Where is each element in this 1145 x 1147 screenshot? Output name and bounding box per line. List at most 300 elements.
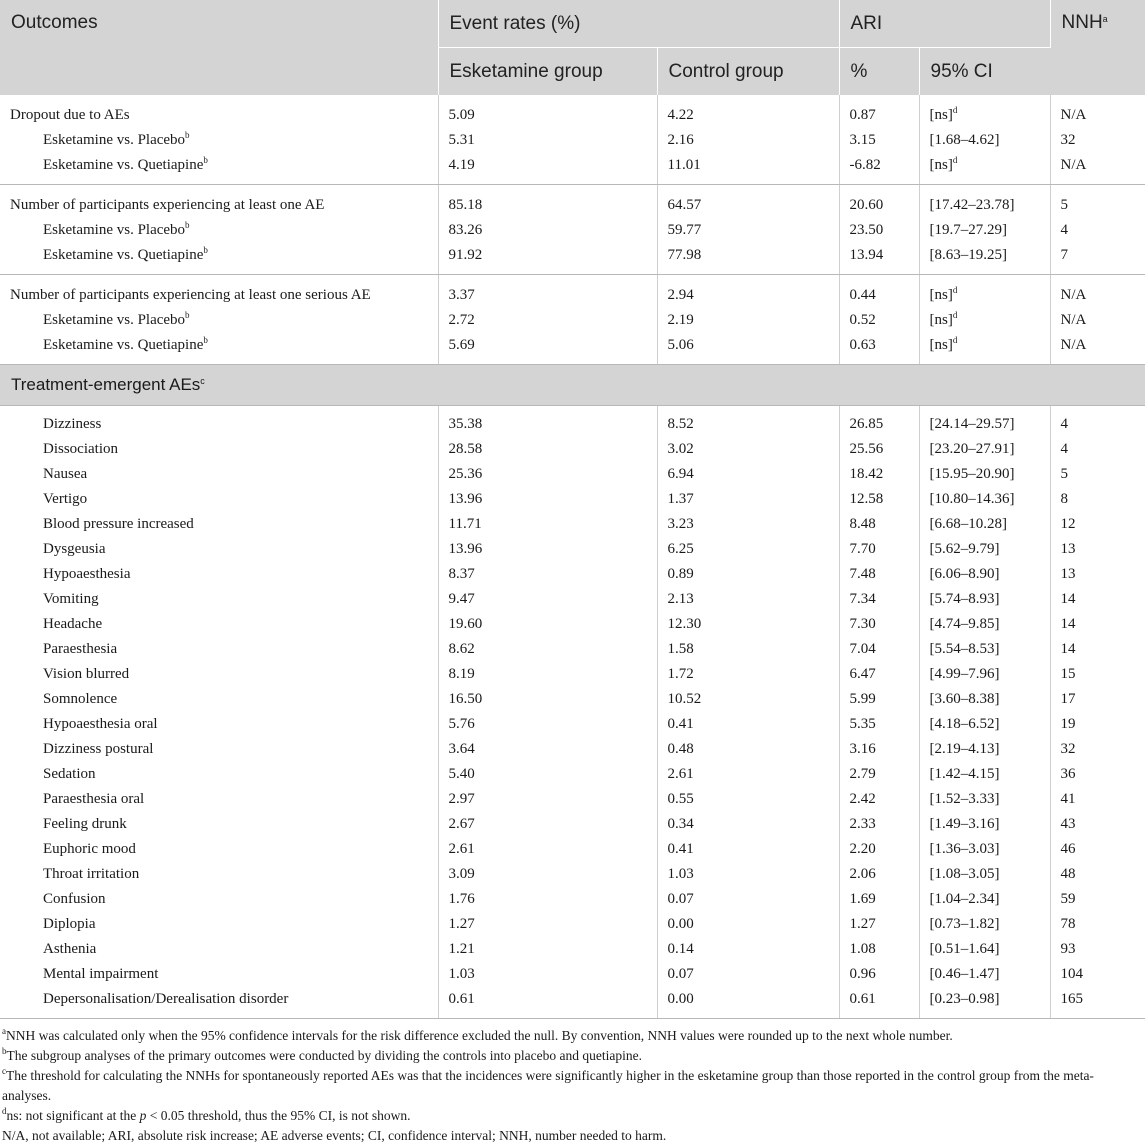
nnh-value-value: 46 xyxy=(1060,841,1076,857)
header-event-rates: Event rates (%) xyxy=(438,0,839,48)
header-nnh xyxy=(1050,0,1145,95)
nnh-value-value: 36 xyxy=(1060,766,1076,782)
nnh-value-value: 43 xyxy=(1060,816,1076,832)
control-rate xyxy=(657,487,839,512)
nnh-value xyxy=(1050,406,1145,438)
nnh-value xyxy=(1050,462,1145,487)
ari-percent xyxy=(839,562,919,587)
footnote-d-post: < 0.05 threshold, thus the 95% CI, is not shown. xyxy=(146,1108,411,1123)
ci-range-value: [1.36–3.03] xyxy=(929,841,1000,857)
table-row xyxy=(0,437,1145,462)
nnh-value xyxy=(1050,712,1145,737)
ci-range-value: [1.04–2.34] xyxy=(929,891,1000,907)
control-rate xyxy=(657,406,839,438)
outcome-label xyxy=(0,437,438,462)
nnh-value-value: 4 xyxy=(1060,441,1068,457)
ari-percent-value: 1.27 xyxy=(849,916,876,932)
control-rate xyxy=(657,962,839,987)
ci-range xyxy=(919,437,1050,462)
outcome-label xyxy=(0,812,438,837)
ci-range-value: [6.68–10.28] xyxy=(929,516,1007,532)
control-rate xyxy=(657,712,839,737)
outcome-label-value: Feeling drunk xyxy=(43,816,127,832)
esketamine-rate-value: 5.40 xyxy=(448,766,475,782)
control-rate-value: 2.94 xyxy=(667,287,694,303)
footnote-a xyxy=(2,1026,1137,1046)
table-row xyxy=(0,512,1145,537)
outcome-label xyxy=(0,937,438,962)
ari-percent xyxy=(839,537,919,562)
control-rate xyxy=(657,462,839,487)
footnote-d-p: p xyxy=(139,1108,147,1123)
nnh-value-value: 14 xyxy=(1060,591,1076,607)
nnh-value-value: 14 xyxy=(1060,641,1076,657)
esketamine-rate-value: 35.38 xyxy=(448,416,483,432)
outcome-label xyxy=(0,962,438,987)
header-esketamine-group: Esketamine group xyxy=(438,48,657,96)
ci-range-value: [24.14–29.57] xyxy=(929,416,1015,432)
outcome-label xyxy=(0,637,438,662)
ari-percent-value: 1.69 xyxy=(849,891,876,907)
table-row xyxy=(0,537,1145,562)
section-label-sup: c xyxy=(200,376,205,386)
ci-range xyxy=(919,812,1050,837)
ari-percent-value: 7.34 xyxy=(849,591,876,607)
ari-percent xyxy=(839,437,919,462)
esketamine-rate xyxy=(438,637,657,662)
table-row xyxy=(0,275,1145,309)
outcome-label-value: Dysgeusia xyxy=(43,541,106,557)
nnh-value-value: 41 xyxy=(1060,791,1076,807)
esketamine-rate xyxy=(438,487,657,512)
ari-percent-value: -6.82 xyxy=(849,157,881,173)
ari-percent-value: 0.61 xyxy=(849,991,876,1007)
control-rate-value: 2.16 xyxy=(667,132,694,148)
control-rate xyxy=(657,862,839,887)
nnh-value xyxy=(1050,153,1145,185)
ari-percent-value: 2.33 xyxy=(849,816,876,832)
table-row xyxy=(0,95,1145,128)
nnh-value-value: 8 xyxy=(1060,491,1068,507)
esketamine-rate-value: 19.60 xyxy=(448,616,483,632)
header-nnh-sup: a xyxy=(1102,14,1108,24)
table-row xyxy=(0,662,1145,687)
ci-range xyxy=(919,333,1050,365)
nnh-value-value: N/A xyxy=(1060,312,1087,328)
outcome-label-sup: b xyxy=(203,155,208,165)
table-row xyxy=(0,712,1145,737)
control-rate xyxy=(657,912,839,937)
ari-percent-value: 0.63 xyxy=(849,337,876,353)
esketamine-rate-value: 1.21 xyxy=(448,941,475,957)
table-row xyxy=(0,128,1145,153)
esketamine-rate-value: 5.69 xyxy=(448,337,475,353)
nnh-value xyxy=(1050,937,1145,962)
control-rate-value: 64.57 xyxy=(667,197,702,213)
control-rate xyxy=(657,612,839,637)
table-row xyxy=(0,687,1145,712)
ci-range xyxy=(919,537,1050,562)
ari-percent-value: 8.48 xyxy=(849,516,876,532)
nnh-value-value: 4 xyxy=(1060,416,1068,432)
esketamine-rate xyxy=(438,333,657,365)
esketamine-rate xyxy=(438,962,657,987)
ci-range-value: [4.99–7.96] xyxy=(929,666,1000,682)
footnote-c xyxy=(2,1066,1137,1106)
ci-range xyxy=(919,185,1050,219)
esketamine-rate-value: 8.62 xyxy=(448,641,475,657)
ci-range xyxy=(919,737,1050,762)
nnh-value xyxy=(1050,487,1145,512)
nnh-value xyxy=(1050,662,1145,687)
esketamine-rate xyxy=(438,862,657,887)
ari-percent xyxy=(839,462,919,487)
ari-percent xyxy=(839,662,919,687)
control-rate-value: 3.02 xyxy=(667,441,694,457)
ari-percent xyxy=(839,862,919,887)
control-rate xyxy=(657,185,839,219)
ari-percent xyxy=(839,812,919,837)
ari-percent-value: 7.30 xyxy=(849,616,876,632)
esketamine-rate xyxy=(438,95,657,128)
ci-range xyxy=(919,587,1050,612)
ci-range-value: [23.20–27.91] xyxy=(929,441,1015,457)
ari-percent-value: 2.42 xyxy=(849,791,876,807)
control-rate-value: 0.55 xyxy=(667,791,694,807)
table-row xyxy=(0,962,1145,987)
table-row xyxy=(0,462,1145,487)
control-rate-value: 0.34 xyxy=(667,816,694,832)
ci-range-value: [1.08–3.05] xyxy=(929,866,1000,882)
section-header-treatment-emergent-aes xyxy=(0,365,1145,406)
footnote-a-mark: a xyxy=(2,1026,6,1036)
ci-range xyxy=(919,787,1050,812)
outcome-label xyxy=(0,762,438,787)
ci-sup: d xyxy=(952,155,958,165)
esketamine-rate-value: 2.61 xyxy=(448,841,475,857)
nnh-value xyxy=(1050,812,1145,837)
ci-range-value: [0.51–1.64] xyxy=(929,941,1000,957)
outcome-label-value: Somnolence xyxy=(43,691,118,707)
outcome-label xyxy=(0,95,438,128)
ci-sup: d xyxy=(952,310,958,320)
table-row xyxy=(0,887,1145,912)
control-rate xyxy=(657,218,839,243)
footnote-d-mark: d xyxy=(2,1106,7,1116)
control-rate-value: 77.98 xyxy=(667,247,702,263)
ari-percent-value: 18.42 xyxy=(849,466,884,482)
ari-percent-value: 12.58 xyxy=(849,491,884,507)
ari-percent-value: 1.08 xyxy=(849,941,876,957)
ci-sup: d xyxy=(952,335,958,345)
ci-range-value: [5.62–9.79] xyxy=(929,541,1000,557)
control-rate xyxy=(657,987,839,1019)
table-body xyxy=(0,95,1145,1019)
footnote-d-pre: ns: not significant at the xyxy=(6,1108,140,1123)
esketamine-rate-value: 8.37 xyxy=(448,566,475,582)
esketamine-rate-value: 2.72 xyxy=(448,312,475,328)
outcome-label-value: Sedation xyxy=(43,766,96,782)
nnh-value xyxy=(1050,562,1145,587)
control-rate xyxy=(657,762,839,787)
control-rate-value: 8.52 xyxy=(667,416,694,432)
esketamine-rate xyxy=(438,687,657,712)
esketamine-rate xyxy=(438,762,657,787)
outcome-label xyxy=(0,562,438,587)
esketamine-rate-value: 9.47 xyxy=(448,591,475,607)
table-row xyxy=(0,737,1145,762)
outcome-label-value: Confusion xyxy=(43,891,106,907)
outcome-label xyxy=(0,837,438,862)
control-rate xyxy=(657,275,839,309)
ari-percent xyxy=(839,937,919,962)
ci-range xyxy=(919,987,1050,1019)
header-nnh-label: NNH xyxy=(1061,12,1103,33)
ci-range xyxy=(919,243,1050,275)
control-rate xyxy=(657,787,839,812)
esketamine-rate-value: 83.26 xyxy=(448,222,483,238)
ci-range xyxy=(919,712,1050,737)
ci-range-value: [0.73–1.82] xyxy=(929,916,1000,932)
control-rate-value: 59.77 xyxy=(667,222,702,238)
ari-percent-value: 25.56 xyxy=(849,441,884,457)
outcome-label-value: Hypoaesthesia oral xyxy=(43,716,158,732)
ari-percent xyxy=(839,687,919,712)
ari-percent-value: 0.44 xyxy=(849,287,876,303)
ci-range xyxy=(919,218,1050,243)
control-rate xyxy=(657,512,839,537)
control-rate xyxy=(657,243,839,275)
outcome-label xyxy=(0,512,438,537)
outcome-label xyxy=(0,912,438,937)
outcome-label-value: Euphoric mood xyxy=(43,841,136,857)
nnh-value xyxy=(1050,887,1145,912)
ari-percent xyxy=(839,787,919,812)
ari-percent xyxy=(839,275,919,309)
outcome-label xyxy=(0,153,438,185)
esketamine-rate xyxy=(438,462,657,487)
esketamine-rate xyxy=(438,185,657,219)
ci-range xyxy=(919,612,1050,637)
ci-range-value: [0.46–1.47] xyxy=(929,966,1000,982)
ari-percent xyxy=(839,243,919,275)
outcome-label-value: Vision blurred xyxy=(43,666,130,682)
ci-range-value: [1.52–3.33] xyxy=(929,791,1000,807)
ari-percent-value: 5.99 xyxy=(849,691,876,707)
esketamine-rate-value: 1.03 xyxy=(448,966,475,982)
outcome-label-value: Number of participants experiencing at least one serious AE xyxy=(10,287,371,303)
ci-range-value: [1.68–4.62] xyxy=(929,132,1000,148)
ari-percent-value: 20.60 xyxy=(849,197,884,213)
control-rate-value: 0.07 xyxy=(667,891,694,907)
esketamine-rate xyxy=(438,987,657,1019)
esketamine-rate xyxy=(438,562,657,587)
ari-percent xyxy=(839,406,919,438)
control-rate-value: 0.89 xyxy=(667,566,694,582)
outcome-label xyxy=(0,687,438,712)
esketamine-rate-value: 4.19 xyxy=(448,157,475,173)
nnh-value-value: 12 xyxy=(1060,516,1076,532)
nnh-value-value: 48 xyxy=(1060,866,1076,882)
control-rate xyxy=(657,333,839,365)
esketamine-rate-value: 2.67 xyxy=(448,816,475,832)
ari-percent-value: 7.70 xyxy=(849,541,876,557)
ci-sup: d xyxy=(952,285,958,295)
outcome-label-value: Hypoaesthesia xyxy=(43,566,131,582)
nnh-value-value: 13 xyxy=(1060,566,1076,582)
ci-range-value: [15.95–20.90] xyxy=(929,466,1015,482)
esketamine-rate-value: 25.36 xyxy=(448,466,483,482)
ci-range xyxy=(919,837,1050,862)
nnh-value-value: 32 xyxy=(1060,132,1076,148)
ci-range-value: [ns] xyxy=(929,312,953,328)
outcome-label-value: Nausea xyxy=(43,466,88,482)
control-rate xyxy=(657,662,839,687)
control-rate-value: 0.07 xyxy=(667,966,694,982)
ci-range-value: [6.06–8.90] xyxy=(929,566,1000,582)
ci-sup: d xyxy=(952,105,958,115)
control-rate-value: 6.94 xyxy=(667,466,694,482)
outcome-label-value: Dizziness xyxy=(43,416,102,432)
ari-percent xyxy=(839,912,919,937)
control-rate-value: 5.06 xyxy=(667,337,694,353)
ari-percent xyxy=(839,128,919,153)
outcome-label xyxy=(0,333,438,365)
ari-percent-value: 0.52 xyxy=(849,312,876,328)
header-control-group: Control group xyxy=(657,48,839,96)
nnh-value-value: N/A xyxy=(1060,157,1087,173)
esketamine-rate xyxy=(438,437,657,462)
ari-percent-value: 5.35 xyxy=(849,716,876,732)
control-rate-value: 4.22 xyxy=(667,107,694,123)
control-rate-value: 1.37 xyxy=(667,491,694,507)
outcome-label-sup: b xyxy=(185,310,190,320)
ci-range-value: [5.74–8.93] xyxy=(929,591,1000,607)
ci-range-value: [8.63–19.25] xyxy=(929,247,1007,263)
footnote-c-mark: c xyxy=(2,1066,6,1076)
outcome-label-value: Dizziness postural xyxy=(43,741,154,757)
control-rate-value: 2.61 xyxy=(667,766,694,782)
nnh-value-value: 5 xyxy=(1060,197,1068,213)
control-rate-value: 1.58 xyxy=(667,641,694,657)
table-row xyxy=(0,333,1145,365)
ci-range xyxy=(919,512,1050,537)
ci-range xyxy=(919,308,1050,333)
ari-percent-value: 2.20 xyxy=(849,841,876,857)
esketamine-rate-value: 85.18 xyxy=(448,197,483,213)
ari-percent xyxy=(839,185,919,219)
ari-percent xyxy=(839,612,919,637)
control-rate xyxy=(657,128,839,153)
nnh-value-value: 93 xyxy=(1060,941,1076,957)
footnotes xyxy=(0,1026,1137,1146)
ci-range xyxy=(919,462,1050,487)
outcome-label-value: Mental impairment xyxy=(43,966,159,982)
ari-percent-value: 26.85 xyxy=(849,416,884,432)
nnh-value-value: 59 xyxy=(1060,891,1076,907)
outcome-label xyxy=(0,218,438,243)
nnh-value xyxy=(1050,737,1145,762)
table-header xyxy=(0,0,1145,95)
nnh-value-value: 7 xyxy=(1060,247,1068,263)
outcome-label-sup: b xyxy=(185,130,190,140)
outcome-label xyxy=(0,308,438,333)
ci-range xyxy=(919,662,1050,687)
table-row xyxy=(0,185,1145,219)
outcome-label-value: Esketamine vs. Placebo xyxy=(43,132,186,148)
esketamine-rate-value: 2.97 xyxy=(448,791,475,807)
table-row xyxy=(0,487,1145,512)
nnh-value-value: N/A xyxy=(1060,287,1087,303)
control-rate-value: 1.72 xyxy=(667,666,694,682)
nnh-value xyxy=(1050,218,1145,243)
outcome-label-value: Asthenia xyxy=(43,941,97,957)
table-row xyxy=(0,218,1145,243)
ari-percent-value: 7.04 xyxy=(849,641,876,657)
table-row xyxy=(0,837,1145,862)
outcome-label-value: Dropout due to AEs xyxy=(10,107,130,123)
nnh-value-value: 5 xyxy=(1060,466,1068,482)
control-rate xyxy=(657,437,839,462)
ari-percent xyxy=(839,153,919,185)
ci-range-value: [0.23–0.98] xyxy=(929,991,1000,1007)
outcome-label xyxy=(0,887,438,912)
outcome-label-value: Throat irritation xyxy=(43,866,140,882)
esketamine-rate xyxy=(438,787,657,812)
nnh-value xyxy=(1050,437,1145,462)
outcome-label xyxy=(0,128,438,153)
ari-percent-value: 3.16 xyxy=(849,741,876,757)
nnh-value xyxy=(1050,637,1145,662)
outcome-label xyxy=(0,987,438,1019)
ari-percent-value: 23.50 xyxy=(849,222,884,238)
control-rate xyxy=(657,837,839,862)
control-rate xyxy=(657,937,839,962)
footnote-c-text: The threshold for calculating the NNHs for spontaneously reported AEs was that the incidences were significantly higher in the esketamine group than those reported in the control group from the meta-analyses. xyxy=(2,1068,1094,1103)
outcome-label xyxy=(0,185,438,219)
nnh-value xyxy=(1050,587,1145,612)
esketamine-rate xyxy=(438,837,657,862)
esketamine-rate xyxy=(438,537,657,562)
nnh-value xyxy=(1050,308,1145,333)
esketamine-rate-value: 1.76 xyxy=(448,891,475,907)
nnh-value-value: 15 xyxy=(1060,666,1076,682)
control-rate xyxy=(657,587,839,612)
ari-percent-value: 6.47 xyxy=(849,666,876,682)
ci-range-value: [19.7–27.29] xyxy=(929,222,1007,238)
footnote-d xyxy=(2,1106,1137,1126)
table-row xyxy=(0,612,1145,637)
outcome-label xyxy=(0,406,438,438)
nnh-value-value: 14 xyxy=(1060,616,1076,632)
ari-percent-value: 0.96 xyxy=(849,966,876,982)
outcome-label-sup: b xyxy=(203,335,208,345)
outcome-label-value: Depersonalisation/Derealisation disorder xyxy=(43,991,289,1007)
footnote-abbreviations: N/A, not available; ARI, absolute risk increase; AE adverse events; CI, confidence interval; NNH, number needed to harm. xyxy=(2,1128,667,1143)
control-rate xyxy=(657,637,839,662)
ci-range-value: [ns] xyxy=(929,157,953,173)
esketamine-rate xyxy=(438,587,657,612)
ari-percent xyxy=(839,887,919,912)
outcome-label xyxy=(0,487,438,512)
ci-range-value: [4.18–6.52] xyxy=(929,716,1000,732)
control-rate-value: 2.13 xyxy=(667,591,694,607)
table-row xyxy=(0,243,1145,275)
outcome-label-value: Vomiting xyxy=(43,591,99,607)
table-row xyxy=(0,587,1145,612)
ci-range xyxy=(919,637,1050,662)
esketamine-rate-value: 16.50 xyxy=(448,691,483,707)
